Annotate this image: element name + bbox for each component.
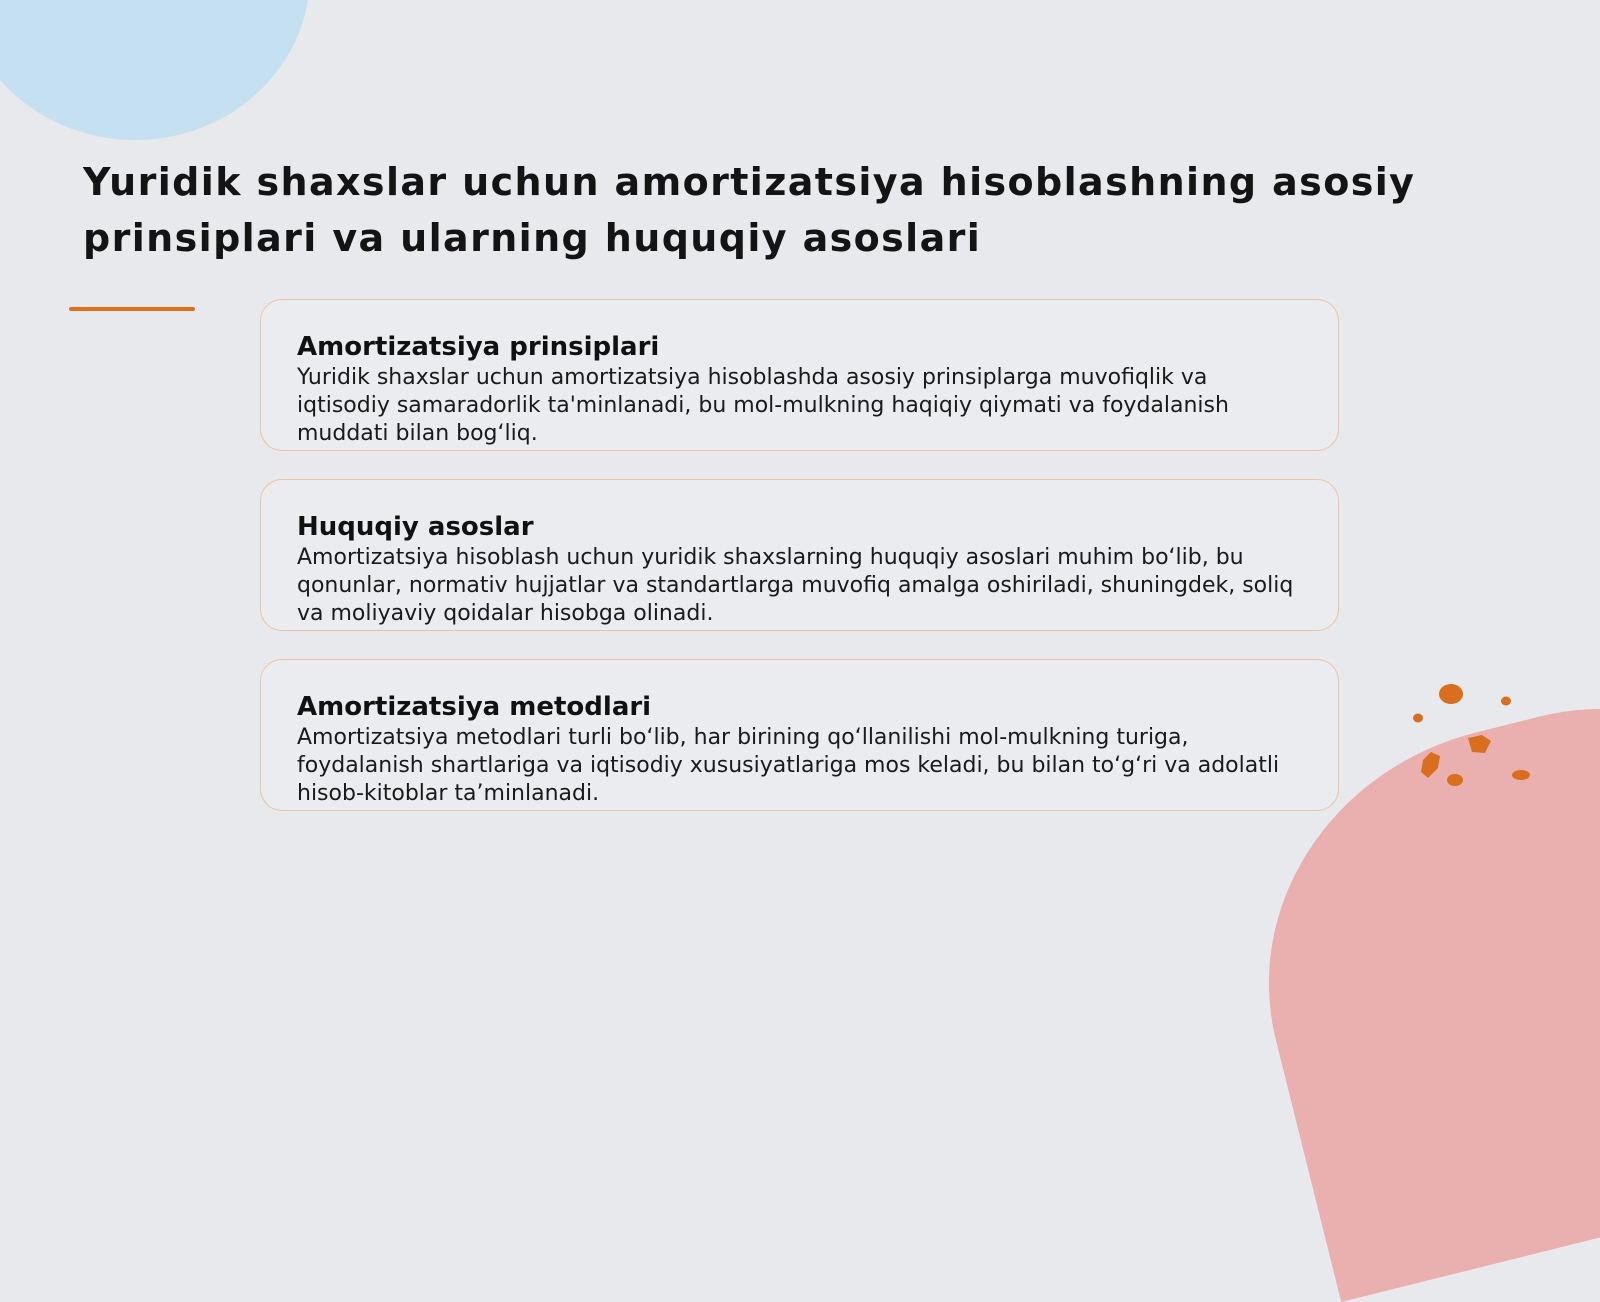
- orange-dot: [1447, 774, 1463, 786]
- orange-dot: [1512, 770, 1530, 780]
- orange-dot: [1421, 752, 1440, 778]
- title-accent-line: [69, 307, 195, 311]
- orange-dot: [1413, 714, 1423, 723]
- card-heading: Amortizatsiya metodlari: [297, 692, 652, 722]
- card-text: Amortizatsiya hisoblash uchun yuridik shaxslarning huquqiy asoslari muhim bo‘lib, bu qonunlar, normativ hujjatlar va standartlarga muvofiq amalga oshiriladi, shuningdek, soliq va moliyaviy qoidalar hisobga olinadi.: [297, 545, 1294, 626]
- card-heading: Huquqiy asoslar: [297, 512, 534, 542]
- orange-dot: [1468, 735, 1491, 753]
- orange-dot: [1501, 697, 1511, 706]
- card-text: Amortizatsiya metodlari turli bo‘lib, har birining qo‘llanilishi mol-mulkning turiga, foydalanish shartlariga va iqtisodiy xususiyatlariga mos keladi, bu bilan to‘g‘ri va adolatli hisob-kitoblar ta’minlanadi.: [297, 725, 1280, 806]
- card-amortization-methods: [260, 659, 1339, 811]
- slide-title: Yuridik shaxslar uchun amortizatsiya hisoblashning asosiy prinsiplari va ularning huquqiy asoslari: [83, 160, 1416, 260]
- orange-dot: [1439, 684, 1463, 704]
- card-legal-basis: [260, 479, 1339, 631]
- card-heading: Amortizatsiya prinsiplari: [297, 332, 660, 362]
- card-amortization-principles: [260, 299, 1339, 451]
- card-text: Yuridik shaxslar uchun amortizatsiya hisoblashda asosiy prinsiplarga muvofiqlik va iqtisodiy samaradorlik ta'minlanadi, bu mol-mulkning haqiqiy qiymati va foydalanish muddati bilan bog‘liq.: [297, 365, 1229, 446]
